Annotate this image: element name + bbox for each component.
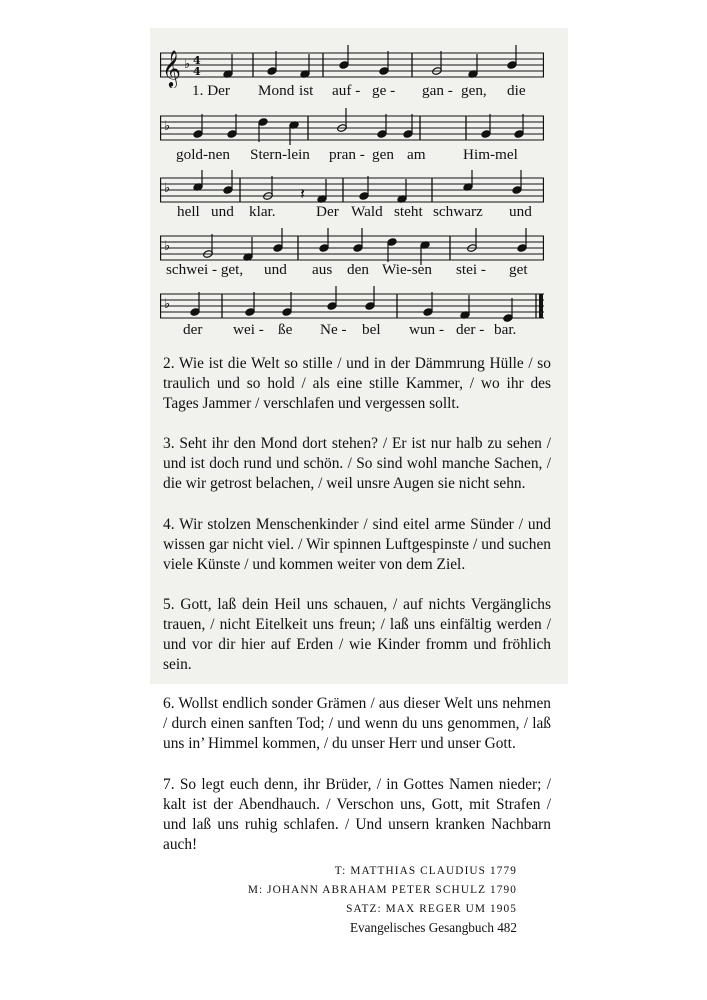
hymnal-source: Evangelisches Gesangbuch 482 bbox=[350, 920, 517, 935]
lyric-syllable: und bbox=[509, 203, 532, 220]
lyric-syllable: bel bbox=[362, 321, 381, 338]
lyric-syllable: und bbox=[264, 261, 287, 278]
verse-2: 2. Wie ist die Welt so stille / und in der Dämmrung Hülle / so traulich und so hold / als eine stille Kammer, / wo ihr des Tages Jammer / verschlafen und vergessen sollt. bbox=[163, 355, 551, 412]
lyric-syllable: gen, bbox=[461, 82, 487, 99]
lyric-syllable: pran - bbox=[329, 146, 365, 163]
lyric-syllable: gan - bbox=[422, 82, 453, 99]
text-credit: T: MATTHIAS CLAUDIUS 1779 bbox=[334, 865, 517, 877]
lyric-syllable: wun - bbox=[409, 321, 445, 338]
lyric-syllable: den bbox=[347, 261, 369, 278]
lyric-syllable: gold-nen bbox=[176, 146, 230, 163]
setting-credit: SATZ: MAX REGER UM 1905 bbox=[346, 903, 517, 915]
lyric-syllable: stei - bbox=[456, 261, 486, 278]
verse-6: 6. Wollst endlich sonder Grämen / aus dieser Welt uns nehmen / durch einen sanften Tod; / und wenn du uns genommen, / laß uns in’ Himmel kommen, / du unser Herr und unser Gott. bbox=[163, 695, 551, 752]
svg-text:♭: ♭ bbox=[164, 297, 171, 312]
lyric-syllable: Wald bbox=[351, 203, 383, 220]
verse-7: 7. So legt euch denn, ihr Brüder, / in Gottes Namen nieder; / kalt ist der Abendhauch. / Verschon uns, Gott, mit Strafen / und laß uns ruhig schlafen. / Und unsern kranken Nachbarn auch! bbox=[163, 776, 551, 853]
lyric-syllable: klar. bbox=[249, 203, 276, 220]
verse-5: 5. Gott, laß dein Heil uns schauen, / auf nichts Vergänglichs trauen, / nicht Eitelkeit uns freun; / laß uns einfältig werden / und vor dir hier auf Erden / wie Kinder fromm und fröhlich sein. bbox=[163, 596, 551, 673]
lyric-line-2 bbox=[160, 146, 544, 168]
lyric-syllable: Wie-sen bbox=[382, 261, 432, 278]
lyric-syllable: gen bbox=[372, 146, 394, 163]
lyric-syllable: ge - bbox=[372, 82, 396, 99]
melody-credit: M: JOHANN ABRAHAM PETER SCHULZ 1790 bbox=[247, 884, 517, 896]
svg-text:♭: ♭ bbox=[184, 57, 191, 72]
lyric-line-4 bbox=[160, 261, 544, 283]
lyric-syllable: get bbox=[509, 261, 528, 278]
svg-text:𝄽: 𝄽 bbox=[300, 184, 305, 203]
svg-text:♭: ♭ bbox=[164, 181, 171, 196]
lyric-syllable: Him-mel bbox=[463, 146, 518, 163]
lyric-syllable: aus bbox=[312, 261, 333, 278]
lyric-syllable: und bbox=[211, 203, 234, 220]
svg-text:♭: ♭ bbox=[164, 239, 171, 254]
lyric-line-1 bbox=[160, 82, 544, 104]
lyric-syllable: 1. Der bbox=[192, 82, 230, 99]
lyric-syllable: Mond bbox=[258, 82, 295, 99]
svg-text:4: 4 bbox=[193, 54, 201, 67]
lyric-syllable: schwarz bbox=[433, 203, 483, 220]
credits-block bbox=[220, 862, 517, 919]
lyric-syllable: ße bbox=[278, 321, 293, 338]
lyric-syllable: bar. bbox=[494, 321, 517, 338]
lyric-syllable: der - bbox=[456, 321, 485, 338]
svg-text:𝄞: 𝄞 bbox=[162, 49, 181, 87]
svg-text:4: 4 bbox=[193, 65, 201, 78]
lyric-line-3 bbox=[160, 203, 544, 225]
lyric-syllable: am bbox=[407, 146, 426, 163]
lyric-syllable: schwei - get, bbox=[166, 261, 244, 278]
lyric-line-5 bbox=[160, 321, 544, 343]
lyric-syllable: die bbox=[507, 82, 526, 99]
lyric-syllable: auf - bbox=[332, 82, 361, 99]
lyric-syllable: ist bbox=[299, 82, 314, 99]
lyric-syllable: der bbox=[183, 321, 203, 338]
lyric-syllable: Der bbox=[316, 203, 339, 220]
lyric-syllable: Stern-lein bbox=[250, 146, 310, 163]
lyric-syllable: wei - bbox=[233, 321, 264, 338]
verse-3: 3. Seht ihr den Mond dort stehen? / Er ist nur halb zu sehen / und ist doch rund und schön. / So sind wohl manche Sachen, / die wir getrost belachen, / weil unsre Augen sie nicht sehn. bbox=[163, 435, 551, 492]
verse-4: 4. Wir stolzen Menschenkinder / sind eitel arme Sünder / und wissen gar nicht viel. / Wir spinnen Luftgespinste / und suchen viele Künste / und kommen weiter von dem Ziel. bbox=[163, 516, 551, 573]
lyric-syllable: Ne - bbox=[320, 321, 347, 338]
lyric-syllable: hell bbox=[177, 203, 200, 220]
lyric-syllable: steht bbox=[394, 203, 423, 220]
svg-text:♭: ♭ bbox=[164, 119, 171, 134]
